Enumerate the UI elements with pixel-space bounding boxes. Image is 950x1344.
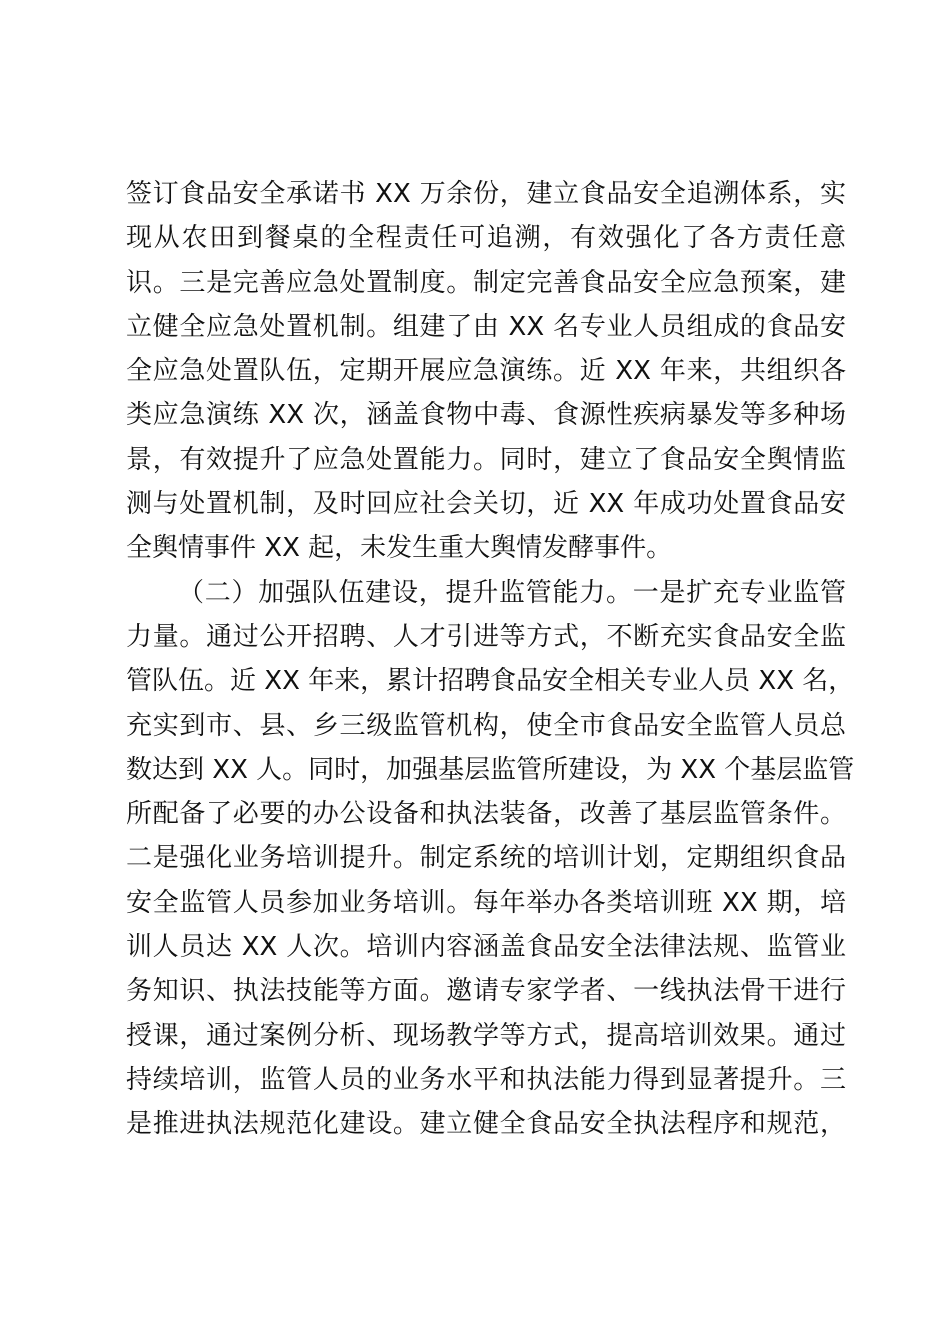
text-line: 持续培训，监管人员的业务水平和执法能力得到显著提升。三 <box>126 1064 846 1095</box>
text-line: 测与处置机制，及时回应社会关切，近 XX 年成功处置食品安 <box>126 489 846 520</box>
text-line: 所配备了必要的办公设备和执法装备，改善了基层监管条件。 <box>126 799 846 830</box>
text-line: 现从农田到餐桌的全程责任可追溯，有效强化了各方责任意 <box>126 223 846 254</box>
section-heading-line: （二）加强队伍建设，提升监管能力。一是扩充专业监管 <box>178 577 846 608</box>
text-line: 是推进执法规范化建设。建立健全食品安全执法程序和规范， <box>126 1109 846 1140</box>
text-line: 类应急演练 XX 次，涵盖食物中毒、食源性疾病暴发等多种场 <box>126 400 846 431</box>
text-line: 立健全应急处置机制。组建了由 XX 名专业人员组成的食品安 <box>126 311 846 342</box>
text-line: 数达到 XX 人。同时，加强基层监管所建设，为 XX 个基层监管 <box>126 754 855 785</box>
text-line: 签订食品安全承诺书 XX 万余份，建立食品安全追溯体系，实 <box>126 179 846 209</box>
text-line: 二是强化业务培训提升。制定系统的培训计划，定期组织食品 <box>126 843 846 874</box>
text-line: 充实到市、县、乡三级监管机构，使全市食品安全监管人员总 <box>126 710 846 741</box>
text-line: 训人员达 XX 人次。培训内容涵盖食品安全法律法规、监管业 <box>126 932 846 963</box>
text-line: 力量。通过公开招聘、人才引进等方式，不断充实食品安全监 <box>126 621 846 652</box>
text-line: 全舆情事件 XX 起，未发生重大舆情发酵事件。 <box>126 533 673 564</box>
text-line: 全应急处置队伍，定期开展应急演练。近 XX 年来，共组织各 <box>126 356 846 387</box>
text-line: 景，有效提升了应急处置能力。同时，建立了食品安全舆情监 <box>126 444 846 475</box>
text-line: 安全监管人员参加业务培训。每年举办各类培训班 XX 期，培 <box>126 887 846 918</box>
text-line: 管队伍。近 XX 年来，累计招聘食品安全相关专业人员 XX 名， <box>126 666 855 697</box>
text-line: 识。三是完善应急处置制度。制定完善食品安全应急预案，建 <box>126 267 846 298</box>
text-line: 务知识、执法技能等方面。邀请专家学者、一线执法骨干进行 <box>126 976 846 1007</box>
body-text <box>126 172 855 1147</box>
text-line: 授课，通过案例分析、现场教学等方式，提高培训效果。通过 <box>126 1020 846 1051</box>
